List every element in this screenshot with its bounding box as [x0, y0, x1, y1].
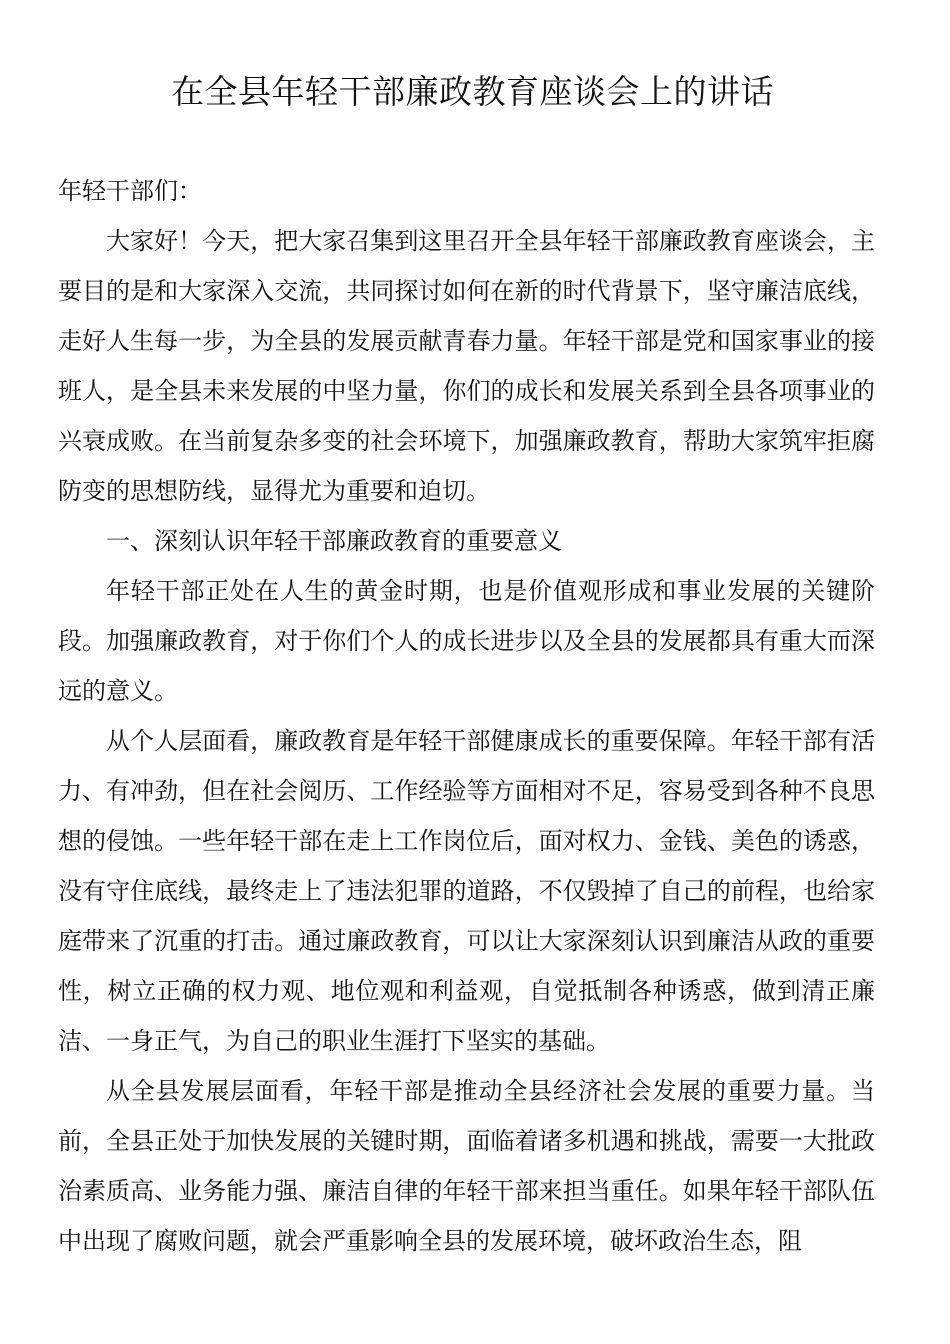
paragraph-opening: 大家好！今天，把大家召集到这里召开全县年轻干部廉政教育座谈会，主要目的是和大家深入交流，共同探讨如何在新的时代背景下，坚守廉洁底线，走好人生每一步，为全县的发展贡献青春力量。年轻干部是党和国家事业的接班人，是全县未来发展的中坚力量，你们的成长和发展关系到全县各项事业的兴衰成败。在当前复杂多变的社会环境下，加强廉政教育，帮助大家筑牢拒腐防变的思想防线，显得尤为重要和迫切。 [58, 227, 875, 505]
document-body [58, 166, 875, 1266]
paragraph-personal-level: 从个人层面看，廉政教育是年轻干部健康成长的重要保障。年轻干部有活力、有冲劲，但在社会阅历、工作经验等方面相对不足，容易受到各种不良思想的侵蚀。一些年轻干部在走上工作岗位后，面对权力、金钱、美色的诱惑，没有守住底线，最终走上了违法犯罪的道路，不仅毁掉了自己的前程，也给家庭带来了沉重的打击。通过廉政教育，可以让大家深刻认识到廉洁从政的重要性，树立正确的权力观、地位观和利益观，自觉抵制各种诱惑，做到清正廉洁、一身正气，为自己的职业生涯打下坚实的基础。 [58, 727, 875, 1055]
paragraph-county-level: 从全县发展层面看，年轻干部是推动全县经济社会发展的重要力量。当前，全县正处于加快发展的关键时期，面临着诸多机遇和挑战，需要一大批政治素质高、业务能力强、廉洁自律的年轻干部来担当重任。如果年轻干部队伍中出现了腐败问题，就会严重影响全县的发展环境，破坏政治生态，阻 [58, 1077, 875, 1255]
paragraph-significance: 年轻干部正处在人生的黄金时期，也是价值观形成和事业发展的关键阶段。加强廉政教育，对于你们个人的成长进步以及全县的发展都具有重大而深远的意义。 [58, 577, 875, 705]
document-title: 在全县年轻干部廉政教育座谈会上的讲话 [171, 72, 774, 111]
salutation: 年轻干部们： [58, 177, 202, 205]
section-heading-1: 一、深刻认识年轻干部廉政教育的重要意义 [106, 527, 562, 555]
